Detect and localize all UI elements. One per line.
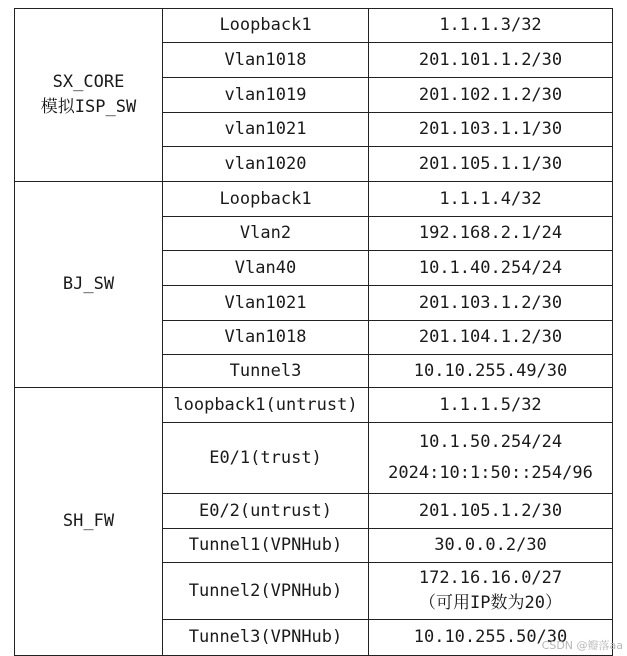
- interface-cell: Vlan1021: [163, 286, 369, 321]
- ip-cell: 1.1.1.4/32: [369, 182, 613, 217]
- table-row: [15, 9, 613, 43]
- ip-cell: 201.103.1.1/30: [369, 113, 613, 147]
- interface-cell: Loopback1: [163, 182, 369, 217]
- ip-address-table: [14, 8, 613, 656]
- interface-cell: Tunnel2(VPNHub): [163, 563, 369, 620]
- ip-cell: 1.1.1.3/32: [369, 9, 613, 43]
- watermark-text: CSDN @瓣落aa: [541, 639, 623, 652]
- device-name-line: 模拟ISP_SW: [40, 97, 137, 117]
- interface-cell: Tunnel1(VPNHub): [163, 529, 369, 563]
- ip-cell: 201.105.1.2/30: [369, 494, 613, 529]
- interface-cell: E0/1(trust): [163, 423, 369, 494]
- interface-cell: Vlan40: [163, 251, 369, 286]
- interface-cell: Vlan2: [163, 217, 369, 251]
- ip-cell: 201.105.1.1/30: [369, 147, 613, 182]
- interface-cell: Vlan1018: [163, 43, 369, 78]
- ip-cell: 1.1.1.5/32: [369, 388, 613, 423]
- interface-cell: E0/2(untrust): [163, 494, 369, 529]
- interface-cell: Tunnel3(VPNHub): [163, 620, 369, 656]
- interface-cell: vlan1021: [163, 113, 369, 147]
- device-name-cell: [15, 388, 163, 656]
- ip-cell: 10.10.255.49/30: [369, 355, 613, 388]
- ip-cell: [369, 563, 613, 620]
- ip-cell: [369, 423, 613, 494]
- ip-cell: 201.101.1.2/30: [369, 43, 613, 78]
- device-name-line: SH_FW: [62, 510, 115, 531]
- ip-line: 10.1.50.254/24: [418, 431, 563, 452]
- ip-cell: 201.102.1.2/30: [369, 78, 613, 113]
- device-name-line: SX_CORE: [52, 71, 125, 92]
- table-row: [15, 388, 613, 423]
- ip-cell: 10.10.255.50/30: [369, 620, 613, 656]
- ip-cell: 201.104.1.2/30: [369, 321, 613, 355]
- interface-cell: Tunnel3: [163, 355, 369, 388]
- interface-cell: loopback1(untrust): [163, 388, 369, 423]
- interface-cell: Loopback1: [163, 9, 369, 43]
- ip-line: （可用IP数为20）: [419, 593, 562, 613]
- device-name-line: BJ_SW: [62, 273, 115, 294]
- ip-cell: 30.0.0.2/30: [369, 529, 613, 563]
- ip-line: 172.16.16.0/27: [418, 567, 563, 588]
- ip-cell: 10.1.40.254/24: [369, 251, 613, 286]
- interface-cell: vlan1019: [163, 78, 369, 113]
- ip-line: 2024:10:1:50::254/96: [388, 463, 593, 483]
- interface-cell: vlan1020: [163, 147, 369, 182]
- ip-cell: 201.103.1.2/30: [369, 286, 613, 321]
- interface-cell: Vlan1018: [163, 321, 369, 355]
- device-name-cell: [15, 182, 163, 388]
- device-name-cell: [15, 9, 163, 182]
- table-row: [15, 182, 613, 217]
- ip-cell: 192.168.2.1/24: [369, 217, 613, 251]
